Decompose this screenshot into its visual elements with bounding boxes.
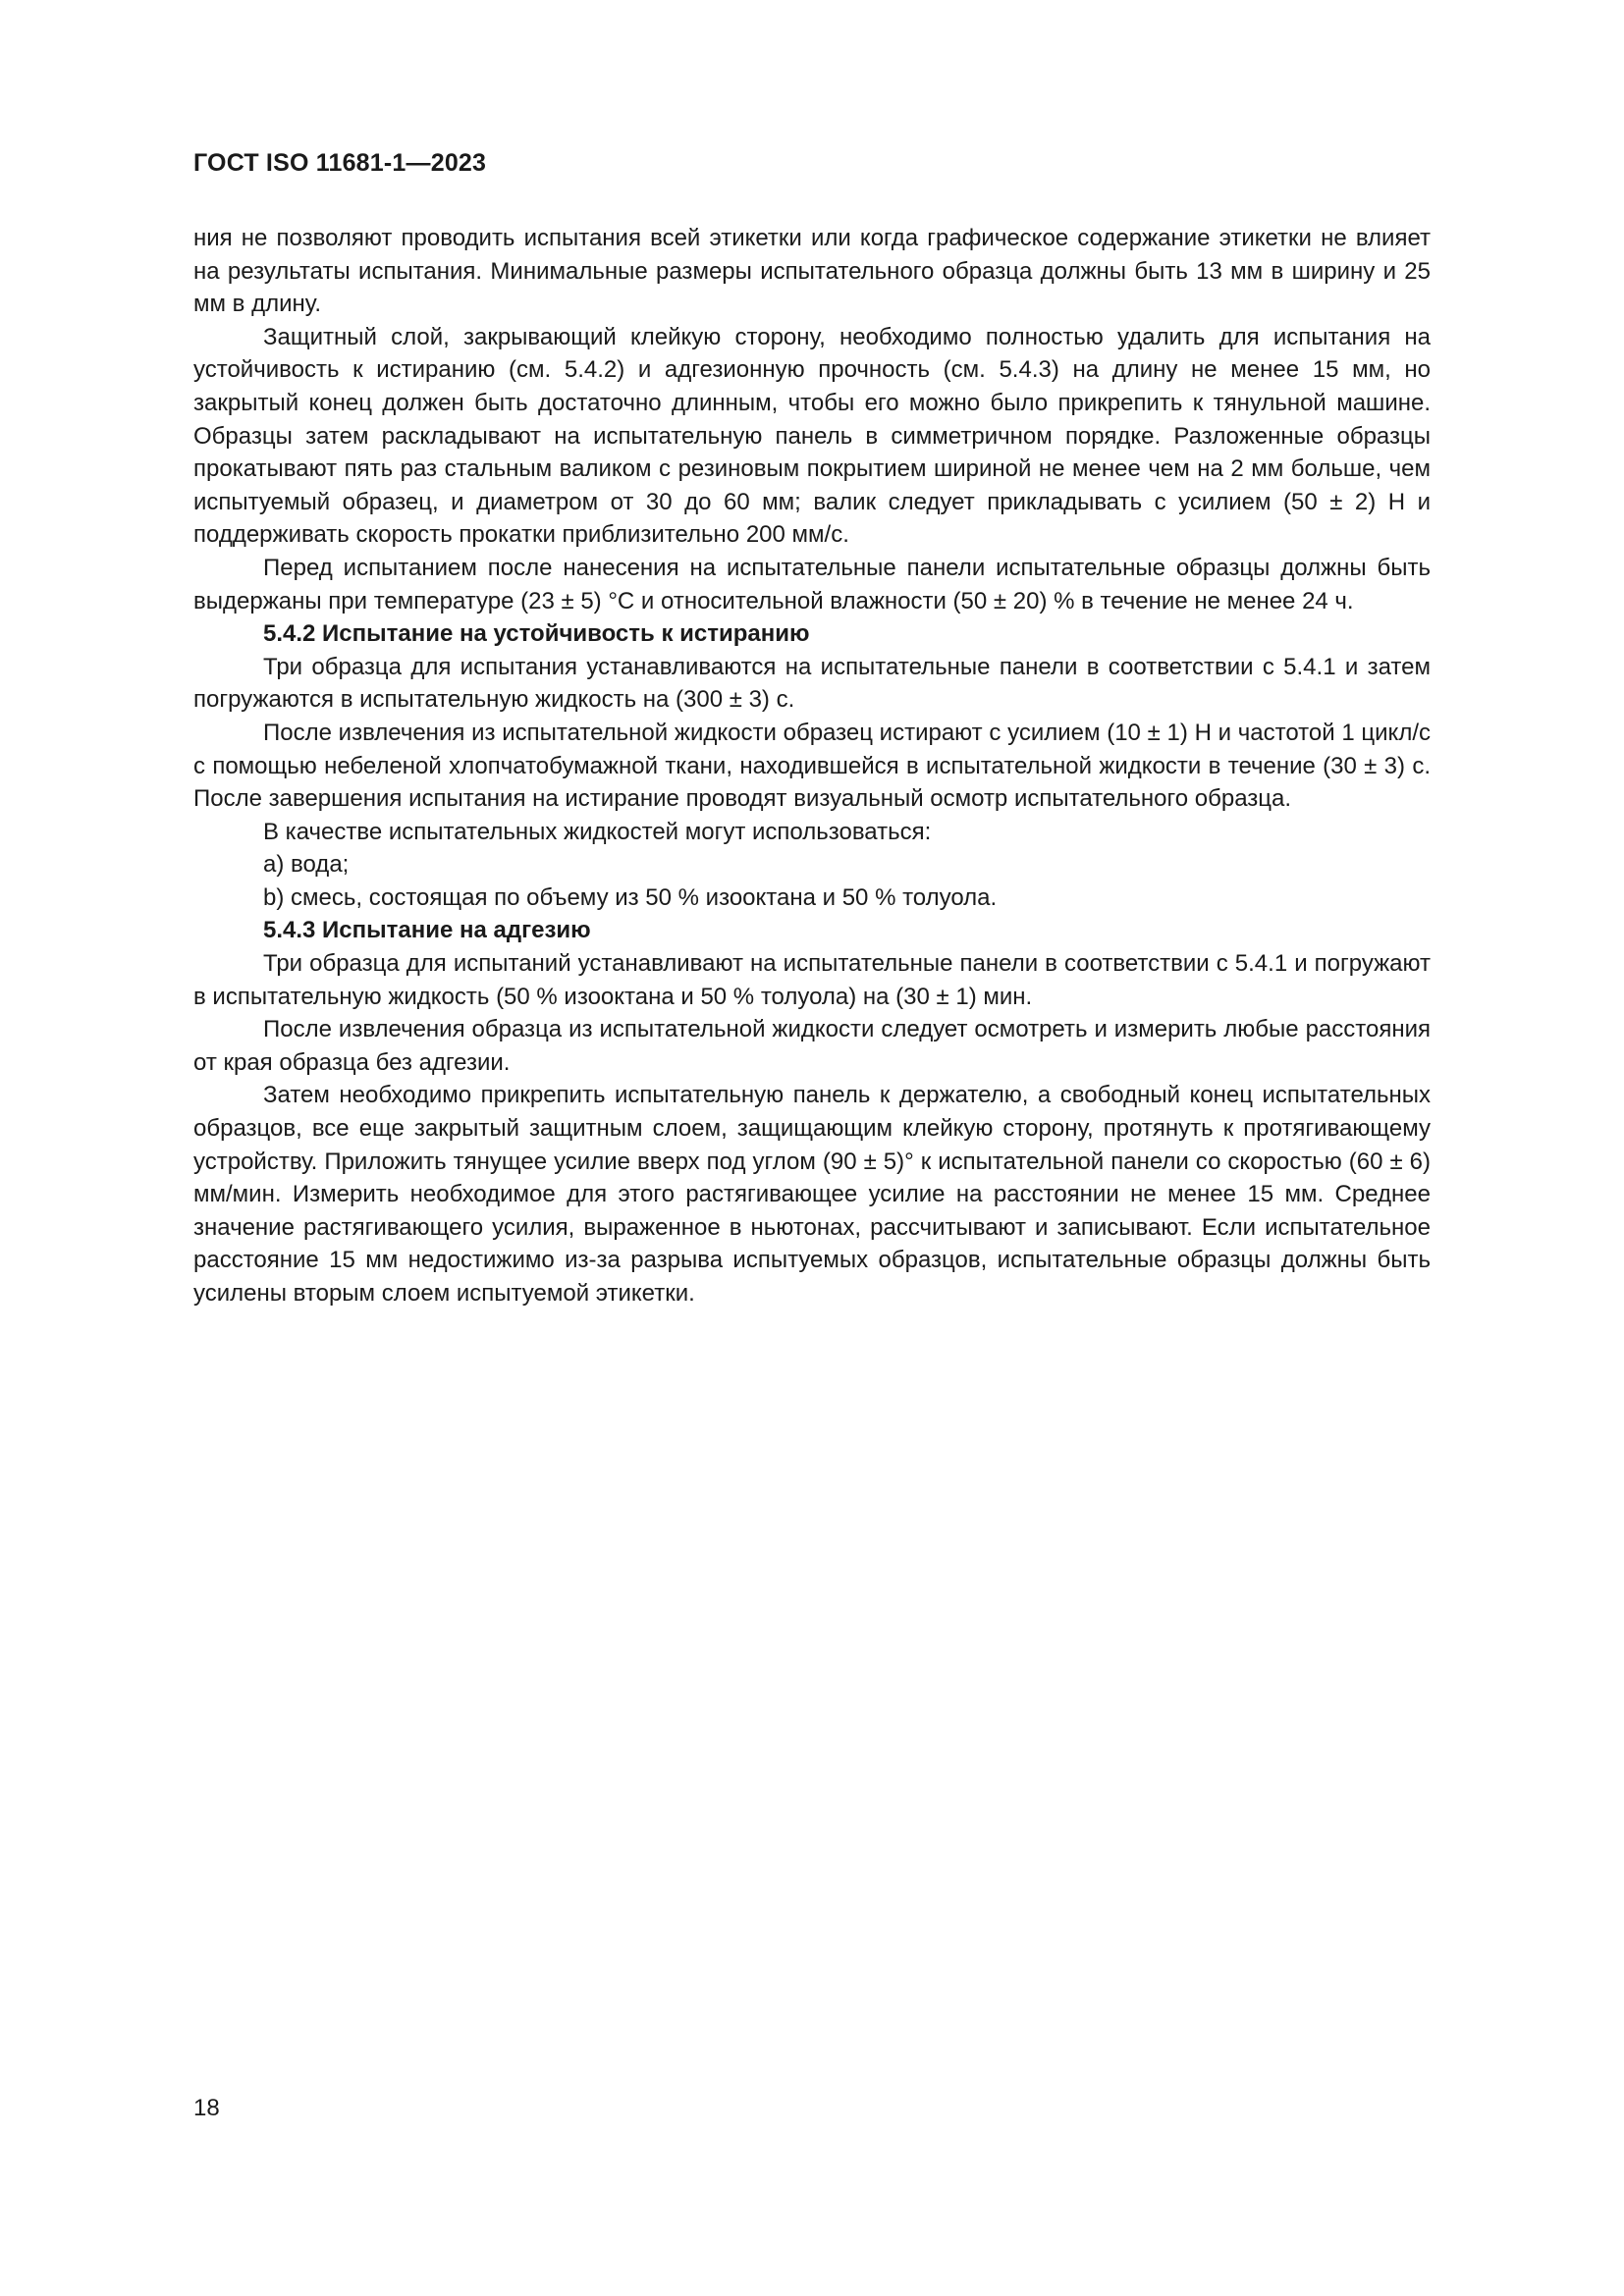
paragraph-test-liquids: В качестве испытательных жидкостей могут использоваться: [263,818,932,845]
paragraph-adhesion-procedure: Затем необходимо прикрепить испытательную панель к держателю, а свободный конец испытательных образцов, все еще закрытый защитным слоем, защищающим клейкую сторону, протянуть к протягивающему устройству. Приложить тянущее усилие вверх под углом (90 ± 5)° к испытательной панели со скоростью (60 ± 6) мм/мин. Измерить необходимое для этого растягивающее усилие на расстоянии не менее 15 мм. Среднее значение растягивающего усилия, выраженное в ньютонах, рассчитывают и записывают. Если испытательное расстояние 15 мм недостижимо из-за разрыва испытуемых образцов, испытательные образцы должны быть усилены вторым слоем испытуемой этикетки. [193,1082,1431,1307]
paragraph-adhesion-setup: Три образца для испытаний устанавливают на испытательные панели в соответствии с 5.4.1 и погружают в испытательную жидкость (50 % изооктана и 50 % толуола) на (30 ± 1) мин. [193,950,1431,1010]
list-item-b: b) смесь, состоящая по объему из 50 % изооктана и 50 % толуола. [263,883,998,911]
document-header: ГОСТ ISO 11681-1—2023 [193,149,487,177]
paragraph-abrasion-procedure: После извлечения из испытательной жидкости образец истирают с усилием (10 ± 1) Н и частотой 1 цикл/с с помощью небеленой хлопчатобумажной ткани, находившейся в испытательной жидкости в течение (30 ± 3) с. После завершения испытания на истирание проводят визуальный осмотр испытательного образца. [193,719,1431,813]
page-number: 18 [193,2095,220,2121]
paragraph-protective-layer: Защитный слой, закрывающий клейкую сторону, необходимо полностью удалить для испытания на устойчивость к истиранию (см. 5.4.2) и адгезионную прочность (см. 5.4.3) на длину не менее 15 мм, но закрытый конец должен быть достаточно длинным, чтобы его можно было прикрепить к тянульной машине. Образцы затем раскладывают на испытательную панель в симметричном порядке. Разложенные образцы прокатывают пять раз стальным валиком с резиновым покрытием шириной не менее чем на 2 мм больше, чем испытуемый образец, и диаметром от 30 до 60 мм; валик следует прикладывать с усилием (50 ± 2) Н и поддерживать скорость прокатки приблизительно 200 мм/с. [193,323,1431,549]
section-heading-5-4-2: 5.4.2 Испытание на устойчивость к истиранию [263,620,810,648]
paragraph-adhesion-inspection: После извлечения образца из испытательной жидкости следует осмотреть и измерить любые расстояния от края образца без адгезии. [193,1016,1431,1076]
section-heading-5-4-3: 5.4.3 Испытание на адгезию [263,917,591,944]
paragraph-conditioning: Перед испытанием после нанесения на испытательные панели испытательные образцы должны быть выдержаны при температуре (23 ± 5) °С и относительной влажности (50 ± 20) % в течение не менее 24 ч. [193,554,1431,614]
document-body [193,222,1431,1310]
paragraph-abrasion-setup: Три образца для испытания устанавливаются на испытательные панели в соответствии с 5.4.1 и затем погружаются в испытательную жидкость на (300 ± 3) с. [193,653,1431,714]
paragraph-continuation: ния не позволяют проводить испытания всей этикетки или когда графическое содержание этикетки не влияет на результаты испытания. Минимальные размеры испытательного образца должны быть 13 мм в ширину и 25 мм в длину. [193,225,1431,318]
list-item-a: a) вода; [263,851,350,879]
